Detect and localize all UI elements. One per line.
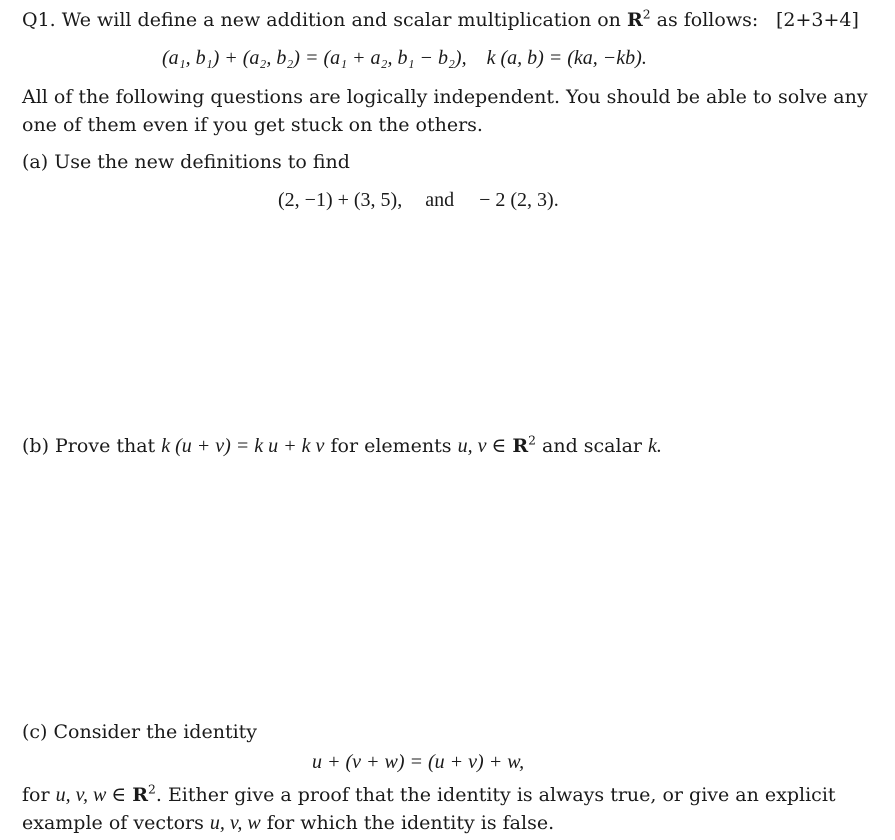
question-heading-text: Q1. We will define a new addition and scalar multiplication on	[22, 9, 621, 31]
part-b-prompt	[22, 433, 662, 457]
independence-line-1: All of the following questions are logically independent. You should be able to solve any	[22, 86, 868, 108]
part-c-line-2-start: example of vectors	[22, 812, 204, 834]
part-c-line-1-vars: u, v, w ∈	[55, 784, 127, 806]
part-a-expressions	[278, 190, 559, 210]
part-b-field-exponent: 2	[528, 433, 536, 448]
part-c-field-exponent: 2	[148, 782, 156, 797]
definition-formula: (a₁, b₁) + (a₂, b₂) = (a₁ + a₂, b₁ − b₂), k (a, b) = (ka, −kb).	[162, 47, 647, 69]
part-c-line-1-start: for	[22, 784, 50, 806]
part-b-identity: k (u + v) = k u + k v	[161, 435, 325, 457]
part-b-scalar: k.	[648, 435, 662, 457]
part-c-field-symbol: R	[132, 784, 148, 806]
part-c-line-2	[22, 813, 554, 833]
part-c-line-2-vars: u, v, w	[209, 812, 261, 834]
part-b-prompt-start: (b) Prove that	[22, 435, 156, 457]
part-c-prompt: (c) Consider the identity	[22, 721, 258, 743]
part-a-expression-right: − 2 (2, 3).	[479, 189, 559, 211]
part-c-line-2-end: for which the identity is false.	[266, 812, 555, 834]
part-a-expression-left: (2, −1) + (3, 5),	[278, 189, 403, 211]
independence-line-2: one of them even if you get stuck on the others.	[22, 114, 483, 136]
part-a-conjunction: and	[425, 189, 455, 211]
part-b-elements: u, v ∈	[457, 435, 507, 457]
part-c-line-1	[22, 782, 836, 806]
part-b-field-symbol: R	[512, 435, 529, 457]
question-heading-tail: as follows:	[656, 9, 759, 31]
field-exponent: 2	[642, 7, 651, 22]
question-marks: [2+3+4]	[776, 9, 859, 31]
part-b-prompt-mid: for elements	[330, 435, 452, 457]
field-symbol: R	[626, 9, 643, 31]
part-a-prompt: (a) Use the new definitions to find	[22, 151, 350, 173]
part-c-identity: u + (v + w) = (u + v) + w,	[312, 751, 525, 773]
part-c-line-1-end: . Either give a proof that the identity is always true, or give an explicit	[155, 784, 836, 806]
question-heading	[22, 7, 759, 31]
part-b-prompt-end: and scalar	[542, 435, 642, 457]
